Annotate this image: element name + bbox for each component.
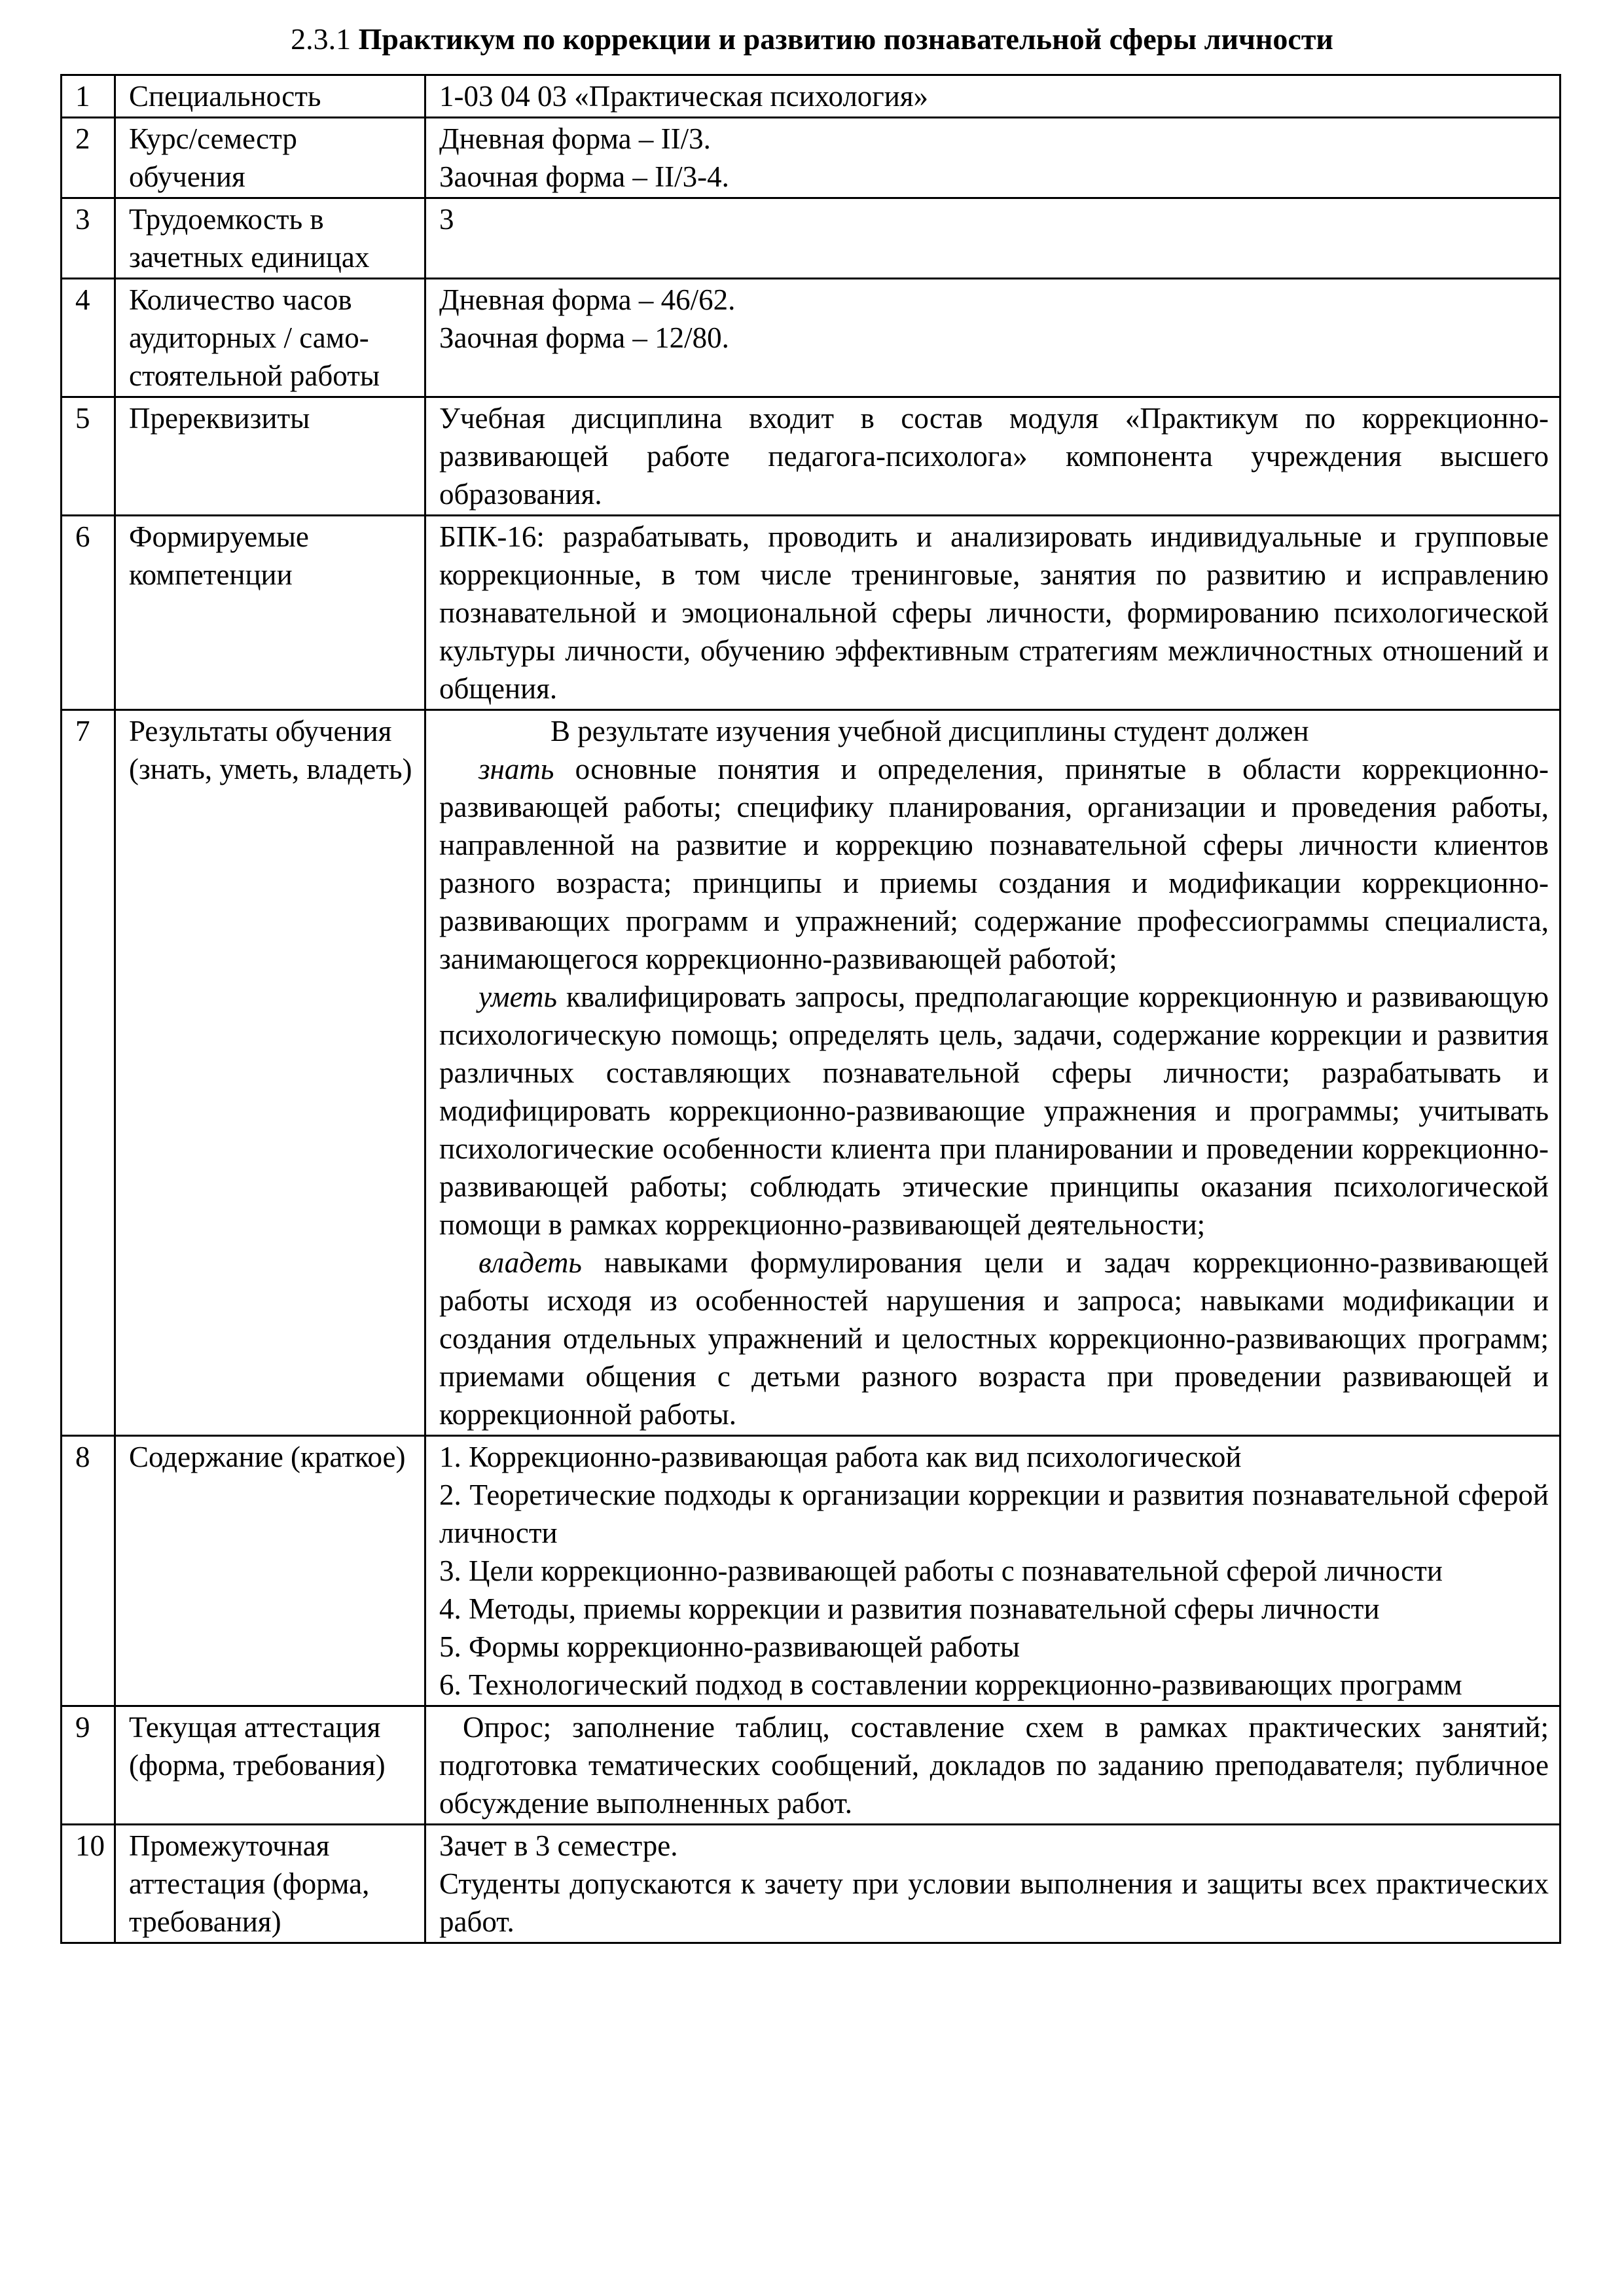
- value-line: Заочная форма – 12/80.: [439, 321, 729, 354]
- know-keyword: знать: [478, 753, 554, 785]
- results-intro: В результате изучения учебной дисциплины студент должен: [550, 715, 1309, 747]
- content-item: 1. Коррекционно-развивающая работа как вид психологической: [439, 1441, 1242, 1473]
- table-row: [62, 1825, 1561, 1943]
- results-own: [439, 1244, 1549, 1433]
- row-number: 6: [62, 516, 115, 710]
- table-row: [62, 1706, 1561, 1825]
- table-row: [62, 279, 1561, 397]
- value-line: Зачет в 3 семестре.: [439, 1829, 678, 1862]
- row-value: [425, 1825, 1561, 1943]
- value-line: 3: [439, 203, 454, 236]
- value-line: Студенты допускаются к зачету при условии выполнения и защиты всех практических работ.: [439, 1867, 1549, 1938]
- row-label: Текущая аттестация (форма, требования): [115, 1706, 425, 1825]
- row-label: Специальность: [115, 75, 425, 118]
- row-value: [425, 279, 1561, 397]
- row-label: Промежуточная аттестация (форма, требования): [115, 1825, 425, 1943]
- row-number: 1: [62, 75, 115, 118]
- row-value: [425, 1436, 1561, 1706]
- table-row: [62, 397, 1561, 516]
- row-number: 7: [62, 710, 115, 1436]
- row-label: Содержание (краткое): [115, 1436, 425, 1706]
- content-item: 2. Теоретические подходы к организации коррекции и развития познавательной сферой личности: [439, 1479, 1549, 1549]
- own-keyword: владеть: [478, 1246, 582, 1279]
- table-row: [62, 198, 1561, 279]
- value-line: 1-03 04 03 «Практическая психология»: [439, 80, 929, 113]
- row-value: [425, 710, 1561, 1436]
- row-label: Количество часов аудиторных / само-стоятельной работы: [115, 279, 425, 397]
- row-number: 2: [62, 118, 115, 198]
- row-label: Пререквизиты: [115, 397, 425, 516]
- row-label: Результаты обучения (знать, уметь, владеть): [115, 710, 425, 1436]
- row-label: Формируемые компетенции: [115, 516, 425, 710]
- value-line: Учебная дисциплина входит в состав модуля «Практикум по коррекционно-развивающей работе педагога-психолога» компонента учреждения высшего образования.: [439, 402, 1549, 511]
- row-label: Трудоемкость в зачетных единицах: [115, 198, 425, 279]
- row-value: [425, 198, 1561, 279]
- row-number: 3: [62, 198, 115, 279]
- row-value: [425, 118, 1561, 198]
- row-number: 5: [62, 397, 115, 516]
- content-item: 6. Технологический подход в составлении коррекционно-развивающих программ: [439, 1668, 1462, 1701]
- value-line: БПК-16: разрабатывать, проводить и анализировать индивидуальные и групповые коррекционные, в том числе тренинговые, занятия по развитию и исправлению познавательной и эмоциональной сферы личности, формированию психологической культуры личности, обучению эффективным стратегиям межличностных отношений и общения.: [439, 520, 1549, 705]
- content-item: 3. Цели коррекционно-развивающей работы с познавательной сферой личности: [439, 1554, 1443, 1587]
- row-number: 8: [62, 1436, 115, 1706]
- row-value: [425, 397, 1561, 516]
- row-number: 9: [62, 1706, 115, 1825]
- row-number: 4: [62, 279, 115, 397]
- value-line: Заочная форма – II/3-4.: [439, 160, 729, 193]
- section-title: Практикум по коррекции и развитию познавательной сферы личности: [358, 22, 1333, 56]
- row-value: [425, 75, 1561, 118]
- value-line: Дневная форма – II/3.: [439, 122, 711, 155]
- section-number: 2.3.1: [291, 22, 352, 56]
- can-text: квалифицировать запросы, предполагающие коррекционную и развивающую психологическую помощь; определять цель, задачи, содержание коррекции и развития различных составляющих познавательной сферы личности; разрабатывать и модифицировать коррекционно-развивающие упражнения и программы; учитывать психологические особенности клиента при планировании и проведении коррекционно-развивающей работы; соблюдать этические принципы оказания психологической помощи в рамках коррекционно-развивающей деятельности;: [439, 980, 1549, 1241]
- content-item: 5. Формы коррекционно-развивающей работы: [439, 1630, 1020, 1663]
- page-title: [0, 20, 1624, 59]
- table-row: [62, 118, 1561, 198]
- table-row: [62, 516, 1561, 710]
- row-label: Курс/семестр обучения: [115, 118, 425, 198]
- discipline-table: [60, 74, 1561, 1944]
- value-line: Дневная форма – 46/62.: [439, 283, 736, 316]
- row-value: [425, 516, 1561, 710]
- results-can: [439, 978, 1549, 1244]
- value-line: Опрос; заполнение таблиц, составление схем в рамках практических занятий; подготовка тематических сообщений, докладов по заданию преподавателя; публичное обсуждение выполненных работ.: [439, 1711, 1549, 1820]
- know-text: основные понятия и определения, принятые в области коррекционно-развивающей работы; специфику планирования, организации и проведения работы, направленной на развитие и коррекцию познавательной сферы личности клиентов разного возраста; принципы и приемы создания и модификации коррекционно-развивающих программ и упражнений; содержание профессиограммы специалиста, занимающегося коррекционно-развивающей работой;: [439, 753, 1549, 975]
- row-value: [425, 1706, 1561, 1825]
- table-row: [62, 1436, 1561, 1706]
- can-keyword: уметь: [478, 980, 557, 1013]
- table-row: [62, 75, 1561, 118]
- results-know: [439, 750, 1549, 978]
- content-item: 4. Методы, приемы коррекции и развития познавательной сферы личности: [439, 1592, 1380, 1625]
- row-number: 10: [62, 1825, 115, 1943]
- table-row: [62, 710, 1561, 1436]
- own-text: навыками формулирования цели и задач коррекционно-развивающей работы исходя из особенностей нарушения и запроса; навыками модификации и создания отдельных упражнений и целостных коррекционно-развивающих программ; приемами общения с детьми разного возраста при проведении развивающей и коррекционной работы.: [439, 1246, 1549, 1431]
